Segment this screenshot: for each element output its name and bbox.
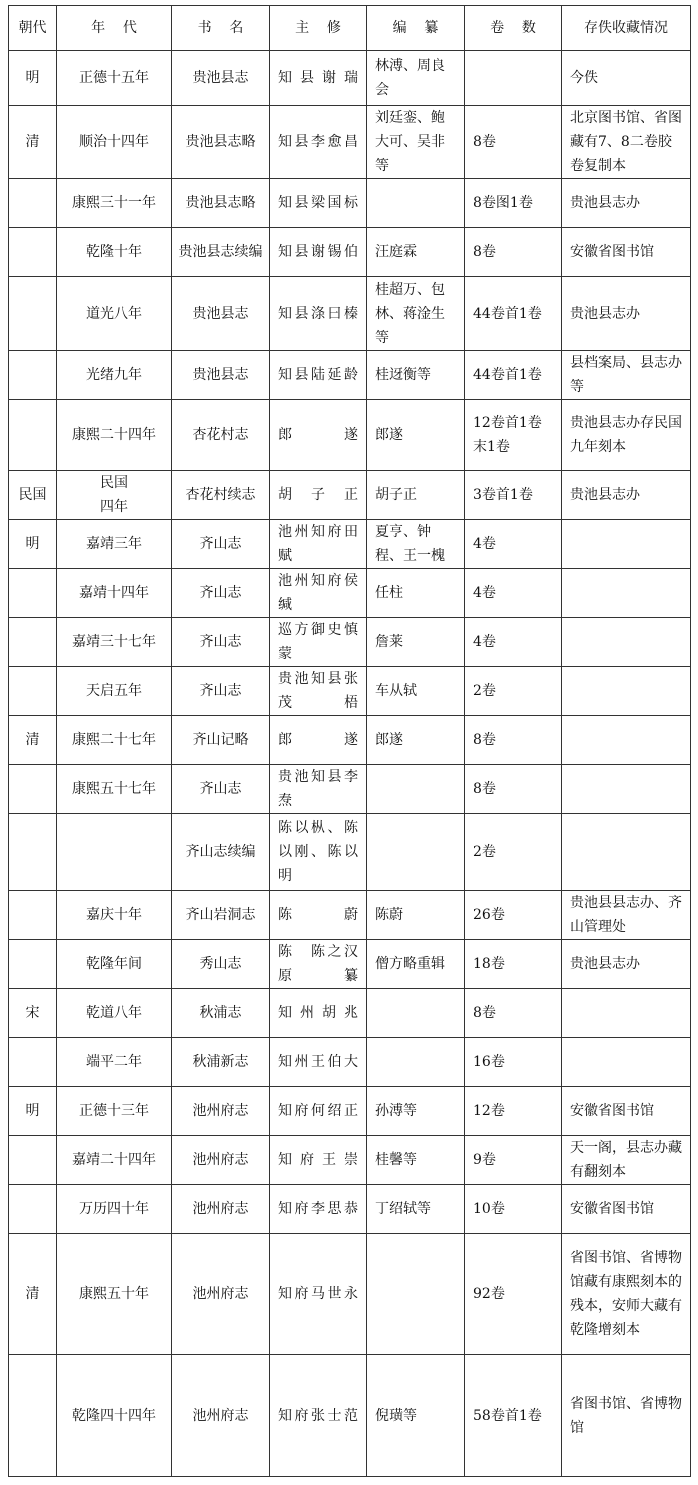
title-cell: 池州府志 [172, 1355, 270, 1477]
compiler-cell [367, 765, 465, 814]
column-header: 卷 数 [465, 6, 562, 51]
dynasty-cell: 民国 [9, 471, 57, 520]
title-cell: 齐山志 [172, 765, 270, 814]
era-cell: 正德十三年 [57, 1087, 172, 1136]
chief-cell: 池州知府田赋 [270, 520, 367, 569]
table-row [9, 940, 691, 989]
table-row [9, 228, 691, 277]
table-row [9, 351, 691, 400]
volumes-cell: 44卷首1卷 [465, 277, 562, 351]
compiler-cell: 郎遂 [367, 716, 465, 765]
era-cell: 乾道八年 [57, 989, 172, 1038]
volumes-cell: 12卷 [465, 1087, 562, 1136]
table-row [9, 618, 691, 667]
compiler-cell [367, 814, 465, 891]
volumes-cell: 44卷首1卷 [465, 351, 562, 400]
local-gazetteer-table [8, 5, 691, 1477]
compiler-cell: 僧方略重辑 [367, 940, 465, 989]
title-cell: 齐山志 [172, 569, 270, 618]
chief-cell: 知府李思恭 [270, 1185, 367, 1234]
table-row [9, 471, 691, 520]
era-cell [57, 814, 172, 891]
table-row [9, 1087, 691, 1136]
volumes-cell: 26卷 [465, 891, 562, 940]
era-cell: 万历四十年 [57, 1185, 172, 1234]
volumes-cell: 16卷 [465, 1038, 562, 1087]
compiler-cell [367, 989, 465, 1038]
title-cell: 秋浦志 [172, 989, 270, 1038]
era-cell: 康熙二十四年 [57, 400, 172, 471]
chief-cell: 贵池知县张茂梧 [270, 667, 367, 716]
dynasty-cell [9, 277, 57, 351]
status-cell: 贵池县志办 [562, 179, 691, 228]
compiler-cell: 林溥、周良会 [367, 51, 465, 106]
era-cell: 乾隆十年 [57, 228, 172, 277]
volumes-cell: 18卷 [465, 940, 562, 989]
era-cell: 民国 四年 [57, 471, 172, 520]
column-header: 朝代 [9, 6, 57, 51]
table-row [9, 520, 691, 569]
title-cell: 齐山志续编 [172, 814, 270, 891]
status-cell: 县档案局、县志办等 [562, 351, 691, 400]
header-row [9, 6, 691, 51]
era-cell: 康熙三十一年 [57, 179, 172, 228]
chief-cell: 胡子正 [270, 471, 367, 520]
dynasty-cell [9, 1185, 57, 1234]
compiler-cell [367, 1038, 465, 1087]
volumes-cell: 8卷 [465, 989, 562, 1038]
dynasty-cell: 宋 [9, 989, 57, 1038]
status-cell: 安徽省图书馆 [562, 228, 691, 277]
title-cell: 秋浦新志 [172, 1038, 270, 1087]
era-cell: 端平二年 [57, 1038, 172, 1087]
title-cell: 贵池县志 [172, 277, 270, 351]
volumes-cell: 3卷首1卷 [465, 471, 562, 520]
title-cell: 齐山志 [172, 618, 270, 667]
title-cell: 齐山志 [172, 667, 270, 716]
chief-cell: 知县谢瑞 [270, 51, 367, 106]
dynasty-cell [9, 1136, 57, 1185]
status-cell: 贵池县志办 [562, 277, 691, 351]
status-cell: 省图书馆、省博物馆藏有康熙刻本的残本，安师大藏有乾隆增刻本 [562, 1234, 691, 1355]
chief-cell: 知县李愈昌 [270, 106, 367, 179]
title-cell: 贵池县志 [172, 351, 270, 400]
table-row [9, 106, 691, 179]
dynasty-cell [9, 618, 57, 667]
dynasty-cell [9, 400, 57, 471]
chief-cell: 郎遂 [270, 716, 367, 765]
era-cell: 嘉靖十四年 [57, 569, 172, 618]
table-row [9, 179, 691, 228]
chief-cell: 知县谢锡伯 [270, 228, 367, 277]
table-row [9, 891, 691, 940]
title-cell: 池州府志 [172, 1087, 270, 1136]
era-cell: 康熙二十七年 [57, 716, 172, 765]
compiler-cell: 桂超万、包林、蒋淦生等 [367, 277, 465, 351]
status-cell [562, 618, 691, 667]
title-cell: 杏花村志 [172, 400, 270, 471]
status-cell [562, 1038, 691, 1087]
table-row [9, 765, 691, 814]
status-cell: 省图书馆、省博物馆 [562, 1355, 691, 1477]
chief-cell: 知府何绍正 [270, 1087, 367, 1136]
volumes-cell: 4卷 [465, 618, 562, 667]
compiler-cell: 刘廷銮、鲍大可、吴非等 [367, 106, 465, 179]
table-row [9, 1038, 691, 1087]
status-cell [562, 716, 691, 765]
chief-cell: 知县梁国标 [270, 179, 367, 228]
status-cell: 安徽省图书馆 [562, 1185, 691, 1234]
chief-cell: 郎遂 [270, 400, 367, 471]
volumes-cell: 92卷 [465, 1234, 562, 1355]
table-row [9, 716, 691, 765]
chief-cell: 贵池知县李焘 [270, 765, 367, 814]
status-cell [562, 667, 691, 716]
chief-cell: 知府张士范 [270, 1355, 367, 1477]
title-cell: 贵池县志略 [172, 179, 270, 228]
era-cell: 康熙五十年 [57, 1234, 172, 1355]
compiler-cell: 孙溥等 [367, 1087, 465, 1136]
compiler-cell: 桂馨等 [367, 1136, 465, 1185]
volumes-cell: 8卷 [465, 228, 562, 277]
dynasty-cell [9, 179, 57, 228]
chief-cell: 陈蔚 [270, 891, 367, 940]
table-body [9, 6, 691, 1477]
chief-cell: 知县陆延龄 [270, 351, 367, 400]
chief-cell: 陈以枞、陈以刚、陈以明 [270, 814, 367, 891]
compiler-cell: 夏亨、钟程、王一槐 [367, 520, 465, 569]
compiler-cell: 桂迓衡等 [367, 351, 465, 400]
status-cell [562, 814, 691, 891]
chief-cell: 知县涤曰榛 [270, 277, 367, 351]
title-cell: 齐山岩洞志 [172, 891, 270, 940]
volumes-cell: 4卷 [465, 520, 562, 569]
compiler-cell: 任柱 [367, 569, 465, 618]
compiler-cell: 丁绍轼等 [367, 1185, 465, 1234]
dynasty-cell: 明 [9, 1087, 57, 1136]
status-cell: 今佚 [562, 51, 691, 106]
volumes-cell [465, 51, 562, 106]
volumes-cell: 12卷首1卷末1卷 [465, 400, 562, 471]
dynasty-cell: 明 [9, 51, 57, 106]
dynasty-cell [9, 765, 57, 814]
volumes-cell: 10卷 [465, 1185, 562, 1234]
dynasty-cell [9, 1355, 57, 1477]
title-cell: 贵池县志略 [172, 106, 270, 179]
status-cell: 贵池县志办 [562, 940, 691, 989]
volumes-cell: 9卷 [465, 1136, 562, 1185]
era-cell: 嘉靖三年 [57, 520, 172, 569]
chief-cell: 巡方御史慎蒙 [270, 618, 367, 667]
dynasty-cell: 明 [9, 520, 57, 569]
chief-cell: 知府王崇 [270, 1136, 367, 1185]
table-row [9, 814, 691, 891]
status-cell: 安徽省图书馆 [562, 1087, 691, 1136]
volumes-cell: 58卷首1卷 [465, 1355, 562, 1477]
table-row [9, 400, 691, 471]
title-cell: 贵池县志续编 [172, 228, 270, 277]
title-cell: 池州府志 [172, 1185, 270, 1234]
era-cell: 天启五年 [57, 667, 172, 716]
volumes-cell: 4卷 [465, 569, 562, 618]
status-cell [562, 765, 691, 814]
table-row [9, 51, 691, 106]
chief-cell: 知州胡兆 [270, 989, 367, 1038]
table-row [9, 1136, 691, 1185]
dynasty-cell: 清 [9, 1234, 57, 1355]
chief-cell: 知府马世永 [270, 1234, 367, 1355]
title-cell: 齐山志 [172, 520, 270, 569]
era-cell: 乾隆年间 [57, 940, 172, 989]
era-cell: 嘉靖三十七年 [57, 618, 172, 667]
compiler-cell: 郎遂 [367, 400, 465, 471]
title-cell: 秀山志 [172, 940, 270, 989]
title-cell: 齐山记略 [172, 716, 270, 765]
dynasty-cell: 清 [9, 106, 57, 179]
volumes-cell: 2卷 [465, 667, 562, 716]
status-cell: 北京图书馆、省图藏有7、8二卷胶卷复制本 [562, 106, 691, 179]
table-row [9, 569, 691, 618]
status-cell: 贵池县志办 [562, 471, 691, 520]
era-cell: 嘉庆十年 [57, 891, 172, 940]
volumes-cell: 2卷 [465, 814, 562, 891]
volumes-cell: 8卷 [465, 765, 562, 814]
status-cell [562, 569, 691, 618]
title-cell: 杏花村续志 [172, 471, 270, 520]
compiler-cell: 汪庭霖 [367, 228, 465, 277]
compiler-cell: 詹莱 [367, 618, 465, 667]
compiler-cell: 陈蔚 [367, 891, 465, 940]
compiler-cell [367, 179, 465, 228]
status-cell [562, 520, 691, 569]
title-cell: 贵池县志 [172, 51, 270, 106]
status-cell: 贵池县志办存民国九年刻本 [562, 400, 691, 471]
title-cell: 池州府志 [172, 1136, 270, 1185]
dynasty-cell: 清 [9, 716, 57, 765]
era-cell: 嘉靖二十四年 [57, 1136, 172, 1185]
status-cell [562, 989, 691, 1038]
column-header: 编 纂 [367, 6, 465, 51]
table-row [9, 667, 691, 716]
table-row [9, 1355, 691, 1477]
chief-cell: 陈 陈之汉原纂 [270, 940, 367, 989]
chief-cell: 池州知府侯缄 [270, 569, 367, 618]
dynasty-cell [9, 667, 57, 716]
era-cell: 顺治十四年 [57, 106, 172, 179]
era-cell: 乾隆四十四年 [57, 1355, 172, 1477]
column-header: 存佚收藏情况 [562, 6, 691, 51]
dynasty-cell [9, 1038, 57, 1087]
volumes-cell: 8卷 [465, 106, 562, 179]
dynasty-cell [9, 228, 57, 277]
table-row [9, 277, 691, 351]
table-row [9, 1185, 691, 1234]
column-header: 年 代 [57, 6, 172, 51]
era-cell: 康熙五十七年 [57, 765, 172, 814]
volumes-cell: 8卷图1卷 [465, 179, 562, 228]
compiler-cell [367, 1234, 465, 1355]
column-header: 主 修 [270, 6, 367, 51]
volumes-cell: 8卷 [465, 716, 562, 765]
dynasty-cell [9, 814, 57, 891]
compiler-cell: 车从轼 [367, 667, 465, 716]
compiler-cell: 倪璜等 [367, 1355, 465, 1477]
table-row [9, 1234, 691, 1355]
table-row [9, 989, 691, 1038]
compiler-cell: 胡子正 [367, 471, 465, 520]
title-cell: 池州府志 [172, 1234, 270, 1355]
chief-cell: 知州王伯大 [270, 1038, 367, 1087]
status-cell: 贵池县县志办、齐山管理处 [562, 891, 691, 940]
dynasty-cell [9, 891, 57, 940]
dynasty-cell [9, 569, 57, 618]
era-cell: 光绪九年 [57, 351, 172, 400]
status-cell: 天一阁，县志办藏有翻刻本 [562, 1136, 691, 1185]
era-cell: 正德十五年 [57, 51, 172, 106]
dynasty-cell [9, 351, 57, 400]
dynasty-cell [9, 940, 57, 989]
era-cell: 道光八年 [57, 277, 172, 351]
column-header: 书 名 [172, 6, 270, 51]
